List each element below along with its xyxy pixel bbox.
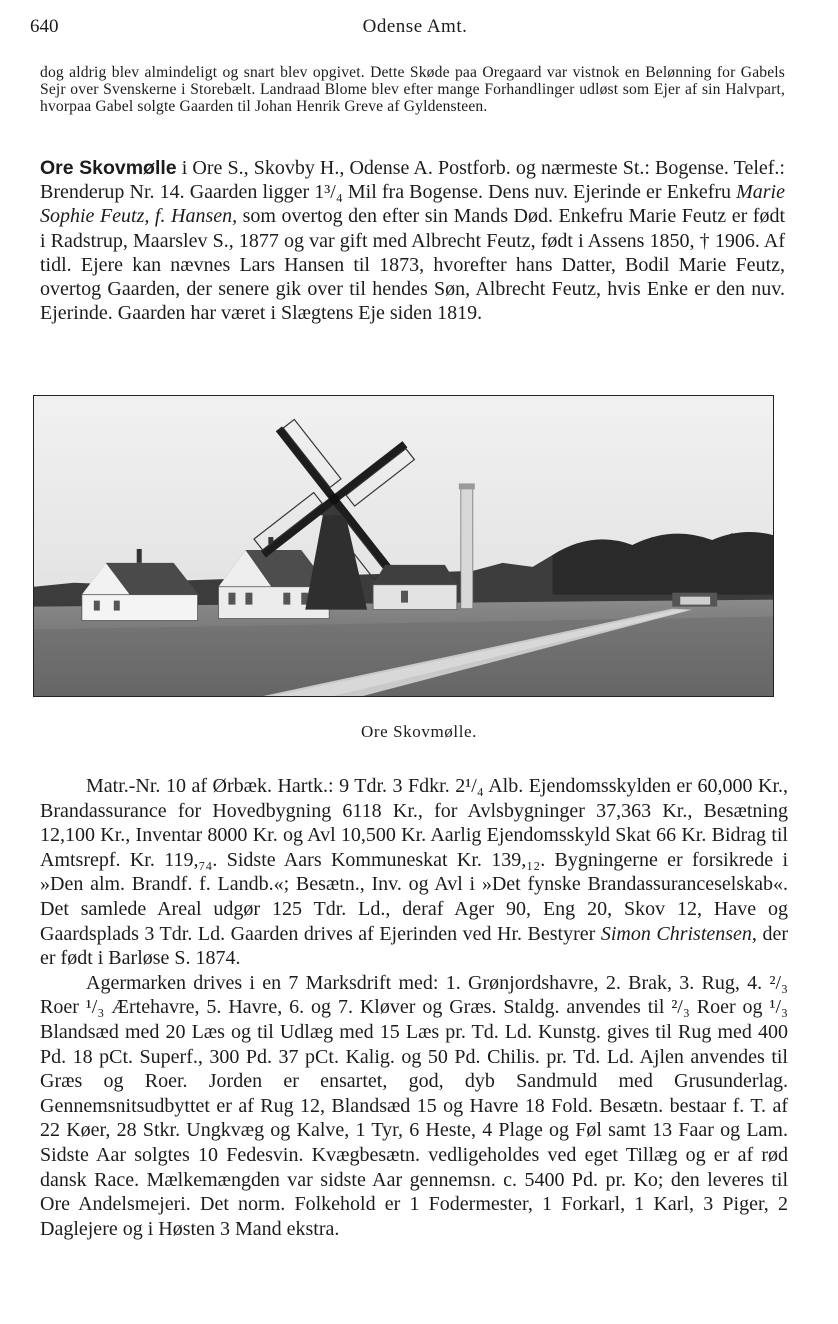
body-paragraph-1b: der er født i Barløse S. 1874. <box>40 922 788 970</box>
entry-text-part1: i Ore S., Skovby H., Odense A. Postforb. og nærmeste St.: Bogense. Telef.: Brenderup Nr. 14. Gaarden ligger 1³/₄ Mil fra Bogense. Dens nuv. Ejerinde er Enkefru <box>40 157 785 204</box>
entry-title: Ore Skovmølle <box>40 157 177 179</box>
body-paragraph-1a: Matr.-Nr. 10 af Ørbæk. Hartk.: 9 Tdr. 3 Fdkr. 2¹/₄ Alb. Ejendomsskylden er 60,000 Kr., Brandassurance for Hovedbygning 6118 Kr., for Avlsbygninger 37,363 Kr., Besætning 12,100 Kr., Inventar 8000 Kr. og Avl 10,500 Kr. Aarlig Ejendomsskyld Skat 66 Kr. Bidrag til Amtsrepf. Kr. 119,₇₄. Sidste Aars Kommuneskat Kr. 139,₁₂. Bygningerne er forsikrede i »Den alm. Brandf. f. Landb.«; Besætn., Inv. og Avl i »Det fynske Brandassuranceselskab«. Det samlede Areal udgør 125 Tdr. Ld., deraf Ager 90, Eng 20, Skov 12, Have og Gaardsplads 3 Tdr. Ld. Gaarden drives af Ejerinden ved Hr. Bestyrer <box>40 775 788 945</box>
entry-text-part2: som overtog den efter sin Mands Død. Enkefru Marie Feutz er født i Radstrup, Maarslev S., 1877 og var gift med Albrecht Feutz, født i Assens 1850, † 1906. Af tidl. Ejere kan nævnes Lars Hansen til 1873, hvorefter hans Datter, Bodil Marie Feutz, overtog Gaarden, der senere gik over til hendes Søn, Albrecht Feutz, hvis Enke er den nuv. Ejerinde. Gaarden har været i Slægtens Eje siden 1819. <box>40 205 785 325</box>
body-text <box>40 774 788 1241</box>
running-head: Odense Amt. <box>362 16 468 37</box>
windmill-photo <box>33 395 774 697</box>
body-paragraph-2: Agermarken drives i en 7 Marksdrift med: 1. Grønjordshavre, 2. Brak, 3. Rug, 4. ²/₃ Roer ¹/₃ Ærtehavre, 5. Havre, 6. og 7. Kløver og Græs. Staldg. anvendes til ²/₃ Roer og ¹/₃ Blandsæd med 20 Læs og til Udlæg med 15 Læs pr. Td. Ld. Kunstg. gives til Rug med 400 Pd. 18 pCt. Superf., 300 Pd. 37 pCt. Kalig. og 50 Pd. Chilis. pr. Td. Ld. Ajlen anvendes til Græs og Roer. Jorden er ensartet, god, dyb Sandmuld med Grusunderlag. Gennemsnitsudbyttet er af Rug 12, Blandsæd 15 og Havre 18 Fold. Besætn. bestaar f. T. af 22 Køer, 28 Stkr. Ungkvæg og Kalve, 1 Tyr, 6 Heste, 4 Plage og Føl samt 13 Faar og Lam. Sidste Aar solgtes 10 Fedesvin. Kvægbesætn. vedligeholdes ved eget Tillæg og er af rød dansk Race. Mælkemængden var sidste Aar gennemsn. c. 5400 Pd. pr. Ko; den leveres til Ore Andelsmejeri. Det norm. Folkehold er 1 Fodermester, 1 Forkarl, 1 Karl, 3 Piger, 2 Daglejere og i Høsten 3 Mand ekstra. <box>40 971 788 1240</box>
photo-caption: Ore Skovmølle. <box>360 722 478 741</box>
manager-name: Simon Christensen, <box>600 922 757 945</box>
page-header <box>30 16 800 44</box>
owner-name: Marie Sophie Feutz, f. Hansen, <box>40 181 785 228</box>
intro-paragraph: dog aldrig blev almindeligt og snart blev opgivet. Dette Skøde paa Oregaard var vistnok en Belønning for Gabels Sejr over Svenskerne i Storebælt. Landraad Blome blev efter mange Forhandlinger udløst som Ejer af sin Halvpart, hvorpaa Gabel solgte Gaarden til Johan Henrik Greve af Gyldensteen. <box>40 64 785 116</box>
page-number: 640 <box>30 16 59 37</box>
windmill-photo-illustration <box>34 396 773 696</box>
body-paragraph-1 <box>40 774 788 971</box>
entry-paragraph <box>40 156 785 325</box>
